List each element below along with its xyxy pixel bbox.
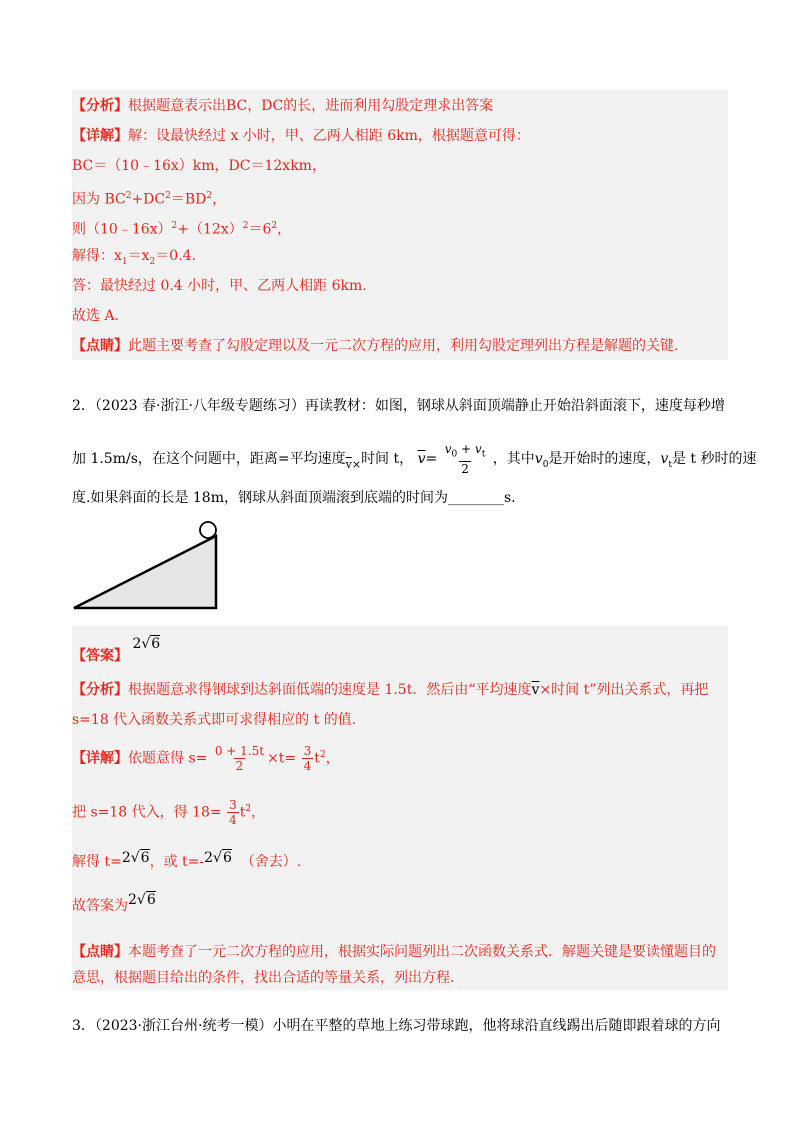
q2-analysis-line-2: s=18 代入函数关系式即可求得相应的 t 的值. [72, 712, 357, 728]
incline-figure [72, 518, 232, 618]
q2-detail-solve: 解得 t=2√6，或 t=-2√6 （舍去）. [72, 850, 302, 870]
q2-stem-line-3: 度.如果斜面的长是 18m，钢球从斜面顶端滚到底端的时间为________s. [72, 490, 516, 506]
incline-triangle [74, 536, 216, 608]
q3-source: （2023·浙江台州·统考一模） [94, 1018, 273, 1034]
q2-comment-line-2: 意思，根据题目给出的条件，找出合适的等量关系，列出方程. [72, 970, 455, 986]
q2-comment-line-1: 【点睛】本题考查了一元二次方程的应用，根据实际问题列出二次函数关系式．解题关键是要读懂题目的 [72, 944, 716, 960]
q1-line-bc: BC＝（10﹣16x）km，DC＝12xkm， [72, 158, 326, 174]
answer-blank: ________ [448, 490, 504, 506]
q1-analysis: 【分析】根据题意表示出BC，DC的长，进而利用勾股定理求出答案 [72, 98, 494, 114]
answer-value: 2√6 [132, 636, 161, 652]
q1-line-choose: 故选 A. [72, 308, 120, 324]
q2-stem-line-1: 2．（2023 春·浙江·八年级专题练习）再读教材：如图，钢球从斜面顶端静止开始沿斜面滚下，速度每秒增 [72, 398, 725, 414]
q2-solution-box [72, 626, 728, 990]
q1-detail: 【详解】解：设最快经过 x 小时，甲、乙两人相距 6km，根据题意可得： [72, 128, 530, 144]
q2-stem-line-2: 加 1.5m/s，在这个问题中，距离=平均速度$_{\overline{v}\times}$时间 t， $\overline{v}=$ $\frac{v_0 + v_t}{2}$ ，其中$v_0$是开始时的速度，$v_t$是 t 秒时的速 [72, 442, 757, 477]
q1-line-then: 则$(10﹣16x)^2+(12x)^2=6^2$， [72, 221, 292, 238]
q2-avg-velocity-fraction: $\frac{v_0 + v_t}{2}$ [444, 442, 486, 477]
q1-line-because: 因为 $BC^2+DC^2=BD^2$， [72, 191, 227, 208]
steel-ball [200, 522, 216, 538]
q3-stem: 3．（2023·浙江台州·统考一模）小明在平整的草地上练习带球跑，他将球沿直线踢出后随即跟着球的方向 [72, 1018, 721, 1034]
q2-detail-substitute: 把 s=18 代入，得 18= $\frac{3}{4}$ $t^2$， [72, 798, 266, 827]
q2-analysis-line-1: 【分析】根据题意求得钢球到达斜面低端的速度是 1.5t．然后由“平均速度$\overline{v}\times$时间 t”列出关系式，再把 [72, 682, 709, 698]
q2-number: 2． [72, 398, 95, 414]
q1-comment: 【点睛】此题主要考查了勾股定理以及一元二次方程的应用，利用勾股定理列出方程是解题的关键. [72, 338, 679, 354]
q2-answer: 【答案】 2√6 [72, 636, 161, 664]
q1-line-answer: 答：最快经过 0.4 小时，甲、乙两人相距 6km. [72, 278, 367, 294]
q3-number: 3． [72, 1018, 95, 1034]
q2-final-answer: 故答案为2√6 [72, 892, 156, 914]
q2-detail-line-1: 【详解】依题意得 s= $\frac{0 + 1.5t}{2}$ ×t= $\frac{3}{4}$ $t^2$， [72, 744, 340, 773]
q1-solution-box [72, 90, 728, 360]
q2-source: （2023 春·浙江·八年级专题练习） [94, 398, 305, 414]
q1-line-solve: 解得：$x_1=x_2=0.4$. [72, 248, 196, 267]
